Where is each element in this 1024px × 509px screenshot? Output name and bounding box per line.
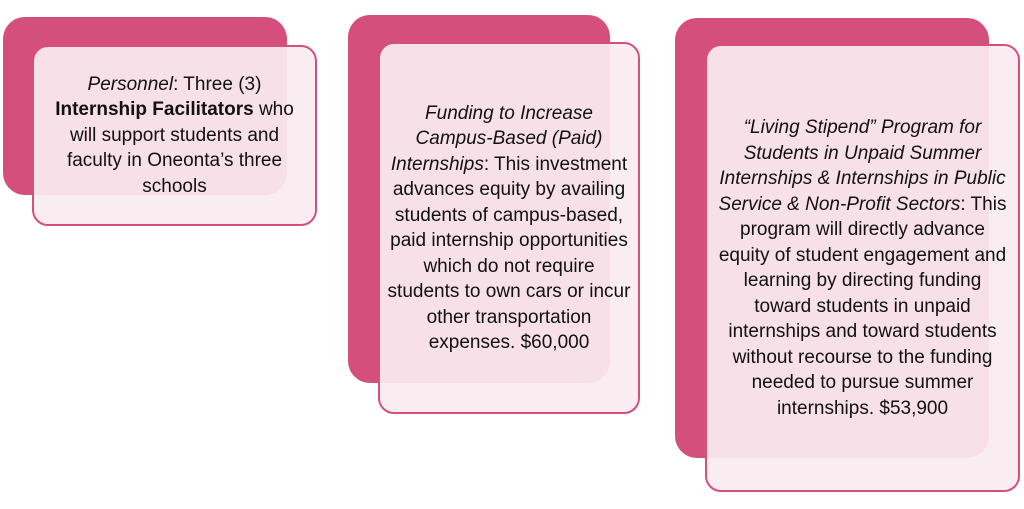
card-personnel-body: who will support students and faculty in Oneonta’s three schools — [66, 99, 294, 197]
card-living-stipend-body: : This program will directly advance equity of student engagement and learning by directing funding toward students in unpaid internships and toward students without recourse to the funding needed to pursue summer internships. $53,900 — [718, 193, 1007, 419]
card-personnel-bold: Internship Facilitators — [55, 99, 254, 121]
card-campus-funding-text — [386, 101, 632, 356]
card-personnel-title-suffix: : Three (3) — [173, 73, 262, 95]
card-living-stipend-text — [713, 115, 1012, 421]
card-personnel — [32, 45, 317, 226]
card-campus-funding-body: : This investment advances equity by availing students of campus-based, paid internship opportunities which do not require students to own cars or incur other transportation expenses. $60,000 — [387, 153, 631, 353]
card-personnel-text — [42, 72, 307, 200]
card-living-stipend-title: “Living Stipend” Program for Students in Unpaid Summer Internships & Internships in Public Service & Non-Profit Sectors — [718, 117, 1006, 215]
card-living-stipend — [705, 44, 1020, 492]
card-campus-funding-title: Funding to Increase Campus-Based (Paid) Internships — [390, 102, 603, 175]
card-campus-funding — [378, 42, 640, 414]
card-personnel-title: Personnel — [87, 73, 174, 95]
